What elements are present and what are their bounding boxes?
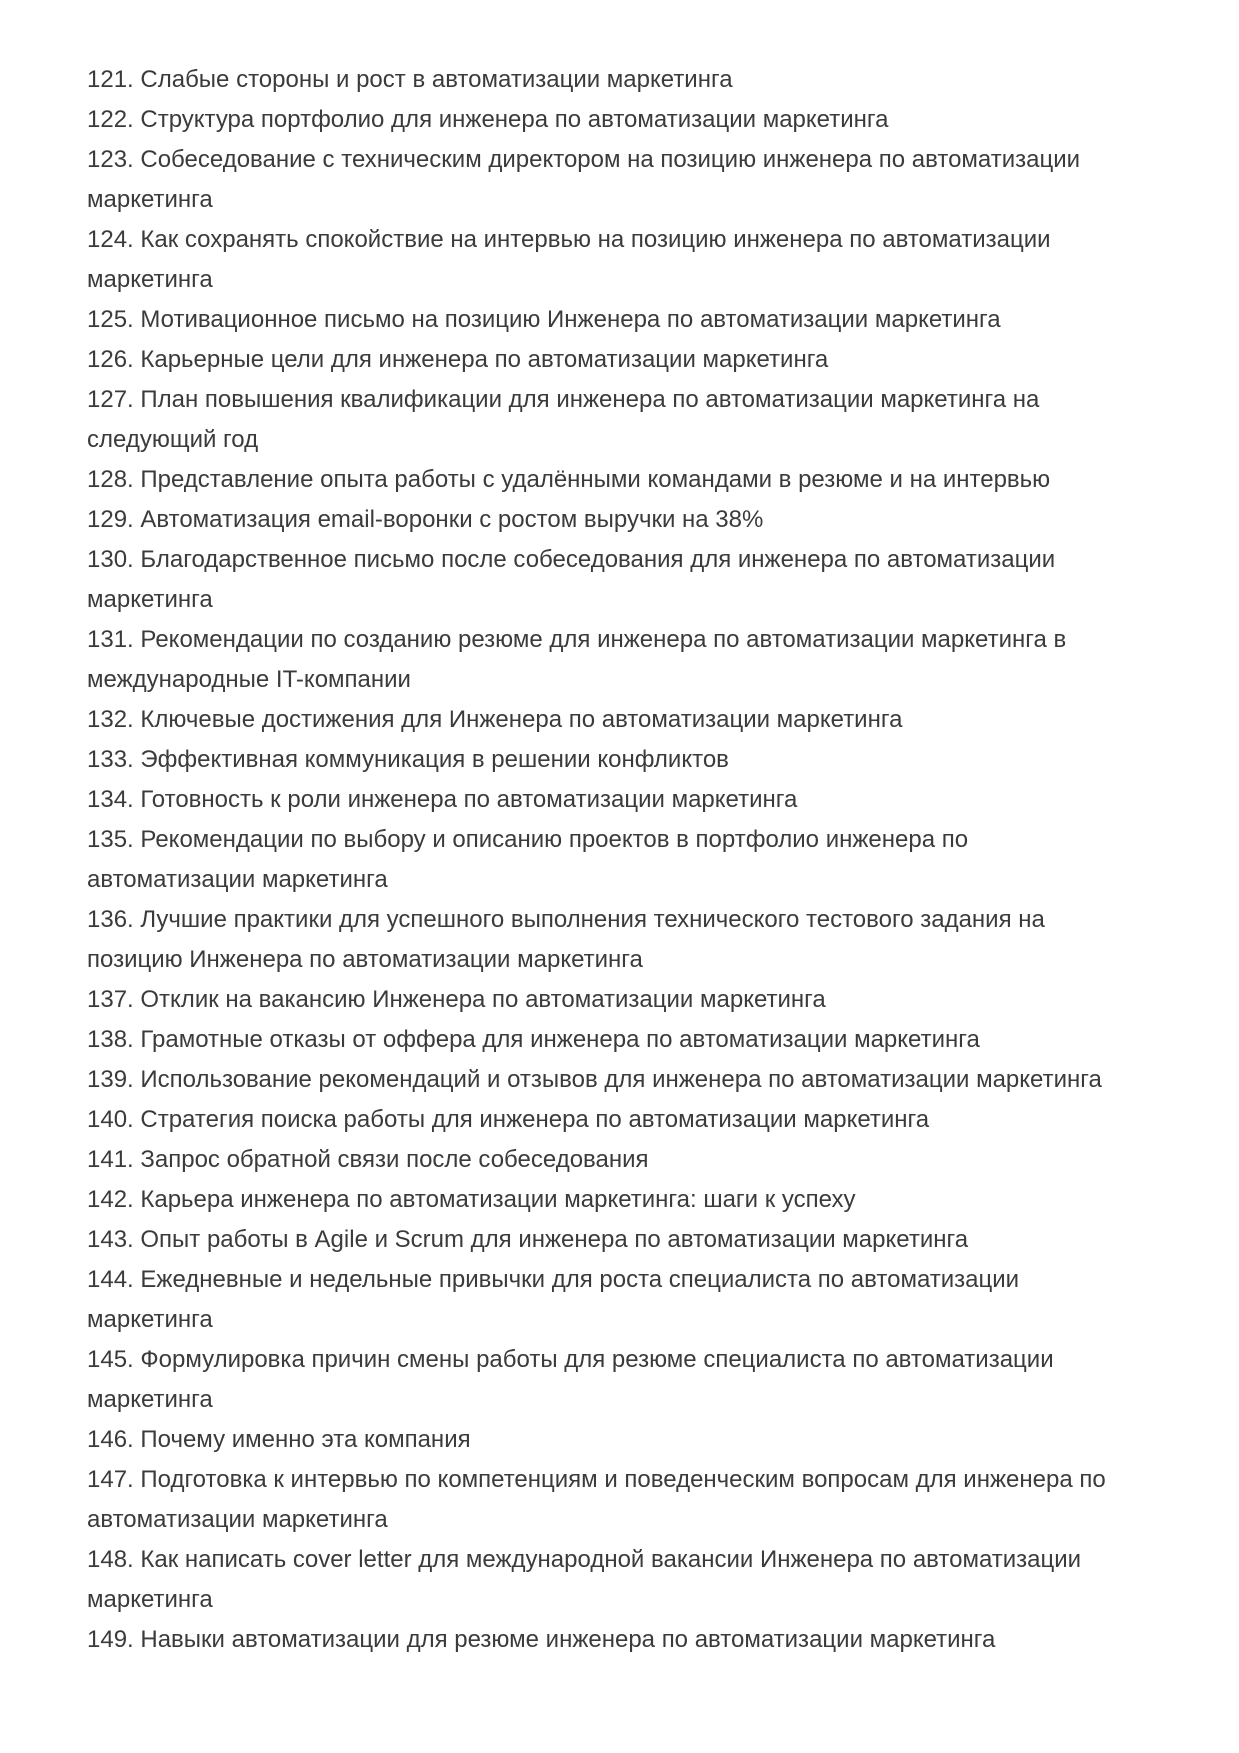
list-item [87,1620,1169,1660]
list-item-line: автоматизации маркетинга [87,866,388,893]
list-item-line: 133. Эффективная коммуникация в решении конфликтов [87,746,729,773]
list-item-line: маркетинга [87,266,213,293]
list-item [87,1180,1169,1220]
list-item-line: 121. Слабые стороны и рост в автоматизации маркетинга [87,66,733,93]
list-item-line: 149. Навыки автоматизации для резюме инженера по автоматизации маркетинга [87,1626,996,1653]
list-item-line: 147. Подготовка к интервью по компетенциям и поведенческим вопросам для инженера по [87,1466,1106,1493]
list-item [87,300,1169,340]
list-item [87,500,1169,540]
list-item [87,980,1169,1020]
list-item-line: 129. Автоматизация email-воронки с ростом выручки на 38% [87,506,764,533]
list-item [87,1060,1169,1100]
list-item-line: 123. Собеседование с техническим директором на позицию инженера по автоматизации [87,146,1081,173]
list-item [87,340,1169,380]
list-item [87,1020,1169,1060]
list-item-line: 148. Как написать cover letter для международной вакансии Инженера по автоматизации [87,1546,1082,1573]
list-item [87,1100,1169,1140]
list-item-line: маркетинга [87,186,213,213]
list-item-line: маркетинга [87,1306,213,1333]
list-item-line: 124. Как сохранять спокойствие на интервью на позицию инженера по автоматизации [87,226,1051,253]
list-item [87,1220,1169,1260]
list-item-line: позицию Инженера по автоматизации маркетинга [87,946,643,973]
list-item-line: 141. Запрос обратной связи после собеседования [87,1146,649,1173]
list-item-line: автоматизации маркетинга [87,1506,388,1533]
list-item [87,740,1169,780]
list-item [87,620,1169,700]
list-item-line: маркетинга [87,586,213,613]
list-item [87,140,1169,220]
list-item [87,540,1169,620]
list-item-line: 136. Лучшие практики для успешного выполнения технического тестового задания на [87,906,1045,933]
list-item-line: 132. Ключевые достижения для Инженера по автоматизации маркетинга [87,706,903,733]
list-item-line: международные IT-компании [87,666,411,693]
list-item-line: следующий год [87,426,259,453]
list-item [87,220,1169,300]
list-item-line: 131. Рекомендации по созданию резюме для инженера по автоматизации маркетинга в [87,626,1067,653]
list-item-line: 130. Благодарственное письмо после собеседования для инженера по автоматизации [87,546,1056,573]
list-item-line: 125. Мотивационное письмо на позицию Инженера по автоматизации маркетинга [87,306,1001,333]
list-item [87,1340,1169,1420]
list-item [87,60,1169,100]
list-item-line: 127. План повышения квалификации для инженера по автоматизации маркетинга на [87,386,1040,413]
list-item [87,460,1169,500]
list-item-line: 135. Рекомендации по выбору и описанию проектов в портфолио инженера по [87,826,969,853]
list-item-line: 134. Готовность к роли инженера по автоматизации маркетинга [87,786,798,813]
list-item [87,1460,1169,1540]
list-item-line: 144. Ежедневные и недельные привычки для роста специалиста по автоматизации [87,1266,1020,1293]
list-item-line: 140. Стратегия поиска работы для инженера по автоматизации маркетинга [87,1106,930,1133]
list-item-line: 139. Использование рекомендаций и отзывов для инженера по автоматизации маркетинга [87,1066,1102,1093]
list-item [87,780,1169,820]
list-item [87,1260,1169,1340]
list-item [87,900,1169,980]
list-item-line: 137. Отклик на вакансию Инженера по автоматизации маркетинга [87,986,826,1013]
list-item-line: 126. Карьерные цели для инженера по автоматизации маркетинга [87,346,829,373]
list-item-line: 142. Карьера инженера по автоматизации маркетинга: шаги к успеху [87,1186,856,1213]
list-item-line: маркетинга [87,1586,213,1613]
list-item-line: 128. Представление опыта работы с удалёнными командами в резюме и на интервью [87,466,1051,493]
list-item [87,1420,1169,1460]
list-item [87,700,1169,740]
list-item-line: 143. Опыт работы в Agile и Scrum для инженера по автоматизации маркетинга [87,1226,969,1253]
list-item-line: 138. Грамотные отказы от оффера для инженера по автоматизации маркетинга [87,1026,980,1053]
list-item [87,100,1169,140]
list-item-line: 122. Структура портфолио для инженера по автоматизации маркетинга [87,106,889,133]
list-item-line: 145. Формулировка причин смены работы для резюме специалиста по автоматизации [87,1346,1054,1373]
list-item [87,380,1169,460]
list-item-line: 146. Почему именно эта компания [87,1426,471,1453]
list-item [87,820,1169,900]
list-item-line: маркетинга [87,1386,213,1413]
list-item [87,1540,1169,1620]
list-item [87,1140,1169,1180]
